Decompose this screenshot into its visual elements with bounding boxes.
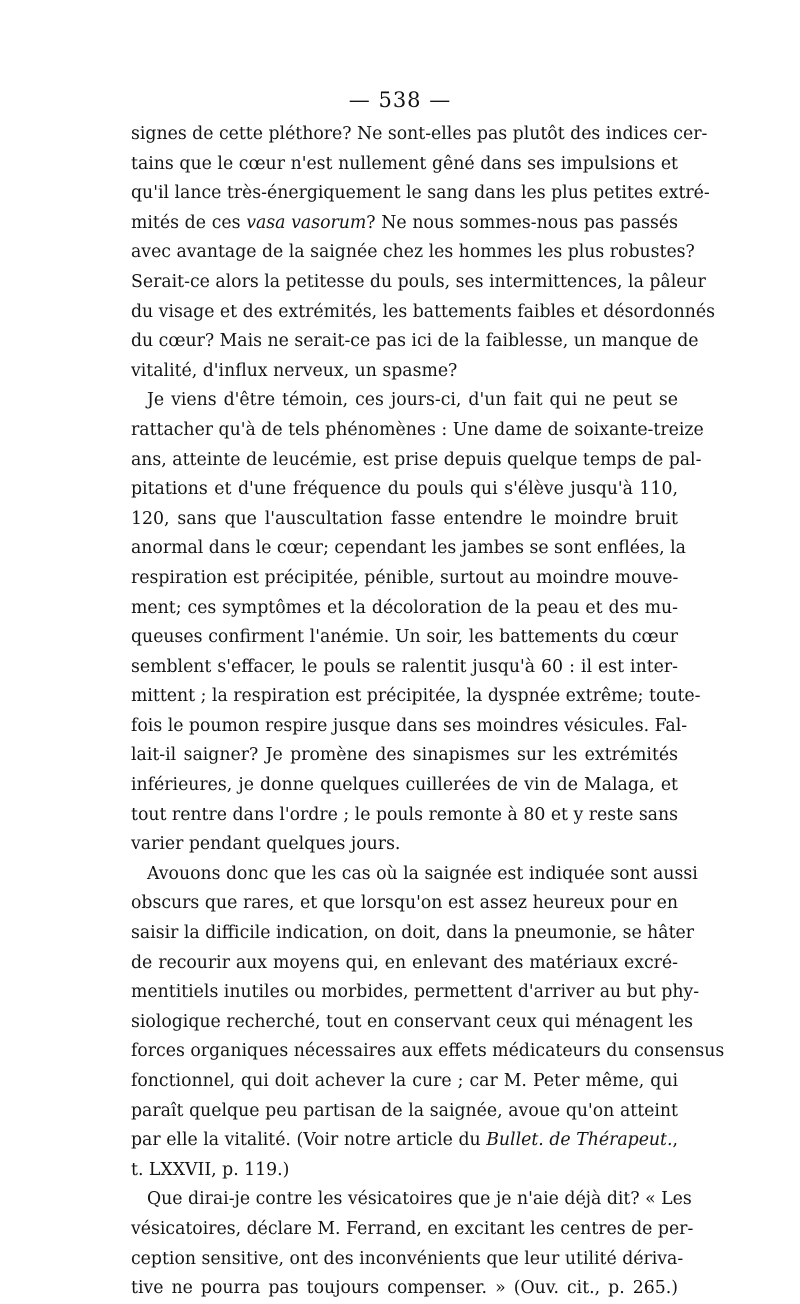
text-line [131, 179, 710, 209]
text-segment: obscurs que rares, et que lorsqu'on est assez heureux pour en [131, 893, 678, 914]
text-line [131, 1215, 694, 1245]
text-segment: signes de cette pléthore? Ne sont-elles pas plutôt des indices cer- [131, 124, 708, 144]
text-line [131, 564, 678, 594]
text-line [131, 150, 678, 180]
text-segment: fonctionnel, qui doit achever la cure ; car M. Peter même, qui [131, 1071, 678, 1091]
text-segment: fois le poumon respire jusque dans ses moindres vésicules. Fal- [131, 715, 688, 736]
text-line [131, 416, 704, 446]
text-segment: vésicatoires, déclare M. Ferrand, en excitant les centres de per- [131, 1218, 694, 1239]
text-line [131, 949, 678, 979]
italic-text: vasa vasorum [246, 212, 367, 233]
text-line [131, 889, 678, 919]
text-line [131, 919, 695, 949]
text-line [131, 534, 686, 564]
text-line [131, 1185, 692, 1215]
text-segment: tout rentre dans l'ordre ; le pouls remonte à 80 et y reste sans [131, 804, 678, 825]
text-line [131, 771, 678, 801]
text-segment: ception sensitive, ont des inconvénients que leur utilité dériva- [131, 1248, 684, 1269]
text-segment: avec avantage de la saignée chez les hommes les plus robustes? [131, 242, 695, 263]
text-segment: mentitiels inutiles ou morbides, permettent d'arriver au but phy- [131, 982, 700, 1003]
text-segment: tive ne pourra pas toujours compenser. » (Ouv. cit., p. 265.) [131, 1278, 678, 1299]
text-line [131, 594, 678, 624]
italic-text: Bullet. de Thérapeut. [486, 1130, 673, 1151]
text-line [131, 978, 700, 1008]
text-segment: lait-il saigner? Je promène des sinapismes sur les extrémités [131, 745, 678, 766]
text-segment: du cœur? Mais ne serait-ce pas ici de la faiblesse, un manque de [131, 331, 699, 352]
text-line [131, 860, 698, 890]
text-segment: mittent ; la respiration est précipitée, la dyspnée extrême; toute- [131, 686, 701, 707]
text-line [131, 268, 706, 298]
text-segment: ? Ne nous sommes-nous pas passés [366, 212, 678, 233]
text-line [131, 1156, 678, 1186]
text-segment: varier pendant quelques jours. [131, 834, 401, 855]
text-line [131, 1037, 725, 1067]
text-line [131, 653, 678, 683]
text-segment: du visage et des extrémités, les battements faibles et désordonnés [131, 301, 715, 322]
text-line [131, 1097, 678, 1127]
body-text [131, 120, 725, 1304]
text-line [131, 1274, 678, 1304]
text-line [131, 1008, 694, 1038]
text-segment: ment; ces symptômes et la décoloration de la peau et des mu- [131, 597, 678, 618]
text-line [131, 801, 678, 831]
text-line [131, 446, 702, 476]
text-segment: Je viens d'être témoin, ces jours-ci, d'un fait qui ne peut se [147, 390, 678, 411]
text-line [131, 741, 678, 771]
text-segment: siologique recherché, tout en conservant ceux qui ménagent les [131, 1011, 694, 1032]
text-line [131, 238, 695, 268]
text-segment: forces organiques nécessaires aux effets médicateurs du consensus [131, 1041, 725, 1062]
text-segment: paraît quelque peu partisan de la saignée, avoue qu'on atteint [131, 1100, 678, 1121]
text-line [131, 1245, 684, 1275]
text-segment: anormal dans le cœur; cependant les jambes se sont enflées, la [131, 538, 686, 559]
text-segment: Avouons donc que les cas où la saignée est indiquée sont aussi [147, 863, 698, 884]
text-line [131, 357, 678, 387]
text-segment: Que dirai-je contre les vésicatoires que je n'aie déjà dit? « Les [147, 1189, 692, 1210]
text-segment: rattacher qu'à de tels phénomènes : Une dame de soixante-treize [131, 419, 704, 440]
text-segment: 120, sans que l'auscultation fasse entendre le moindre bruit [131, 508, 678, 529]
text-line [131, 386, 678, 416]
text-segment: tains que le cœur n'est nullement gêné dans ses impulsions et [131, 153, 678, 174]
text-segment: Serait-ce alors la petitesse du pouls, ses intermittences, la pâleur [131, 271, 706, 292]
text-segment: t. LXXVII, p. 119.) [131, 1159, 290, 1180]
text-line [131, 475, 678, 505]
text-segment: queuses confirment l'anémie. Un soir, les battements du cœur [131, 627, 678, 648]
text-segment: vitalité, d'influx nerveux, un spasme? [131, 360, 458, 381]
text-line [131, 712, 688, 742]
text-segment: inférieures, je donne quelques cuillerées de vin de Malaga, et [131, 775, 678, 796]
text-segment: saisir la difficile indication, on doit, dans la pneumonie, se hâter [131, 923, 695, 944]
page-number: — 538 — [348, 88, 452, 112]
text-segment: de recourir aux moyens qui, en enlevant des matériaux excré- [131, 952, 678, 973]
text-line [131, 209, 678, 239]
text-line [131, 623, 678, 653]
text-segment: pitations et d'une fréquence du pouls qui s'élève jusqu'à 110, [131, 479, 678, 500]
text-segment: par elle la vitalité. (Voir notre article du [131, 1130, 487, 1151]
text-line [131, 120, 708, 150]
text-line [131, 1067, 678, 1097]
text-line [131, 682, 701, 712]
text-line [131, 505, 678, 535]
text-line [131, 830, 678, 860]
text-segment: semblent s'effacer, le pouls se ralentit jusqu'à 60 : il est inter- [131, 656, 678, 677]
text-segment: mités de ces [131, 212, 247, 233]
text-segment: qu'il lance très-énergiquement le sang dans les plus petites extré- [131, 183, 710, 204]
text-segment: ans, atteinte de leucémie, est prise depuis quelque temps de pal- [131, 449, 702, 470]
text-line [131, 298, 715, 328]
text-line [131, 1126, 678, 1156]
text-line [131, 327, 699, 357]
text-segment: , [672, 1130, 678, 1151]
text-segment: respiration est précipitée, pénible, surtout au moindre mouve- [131, 567, 679, 588]
